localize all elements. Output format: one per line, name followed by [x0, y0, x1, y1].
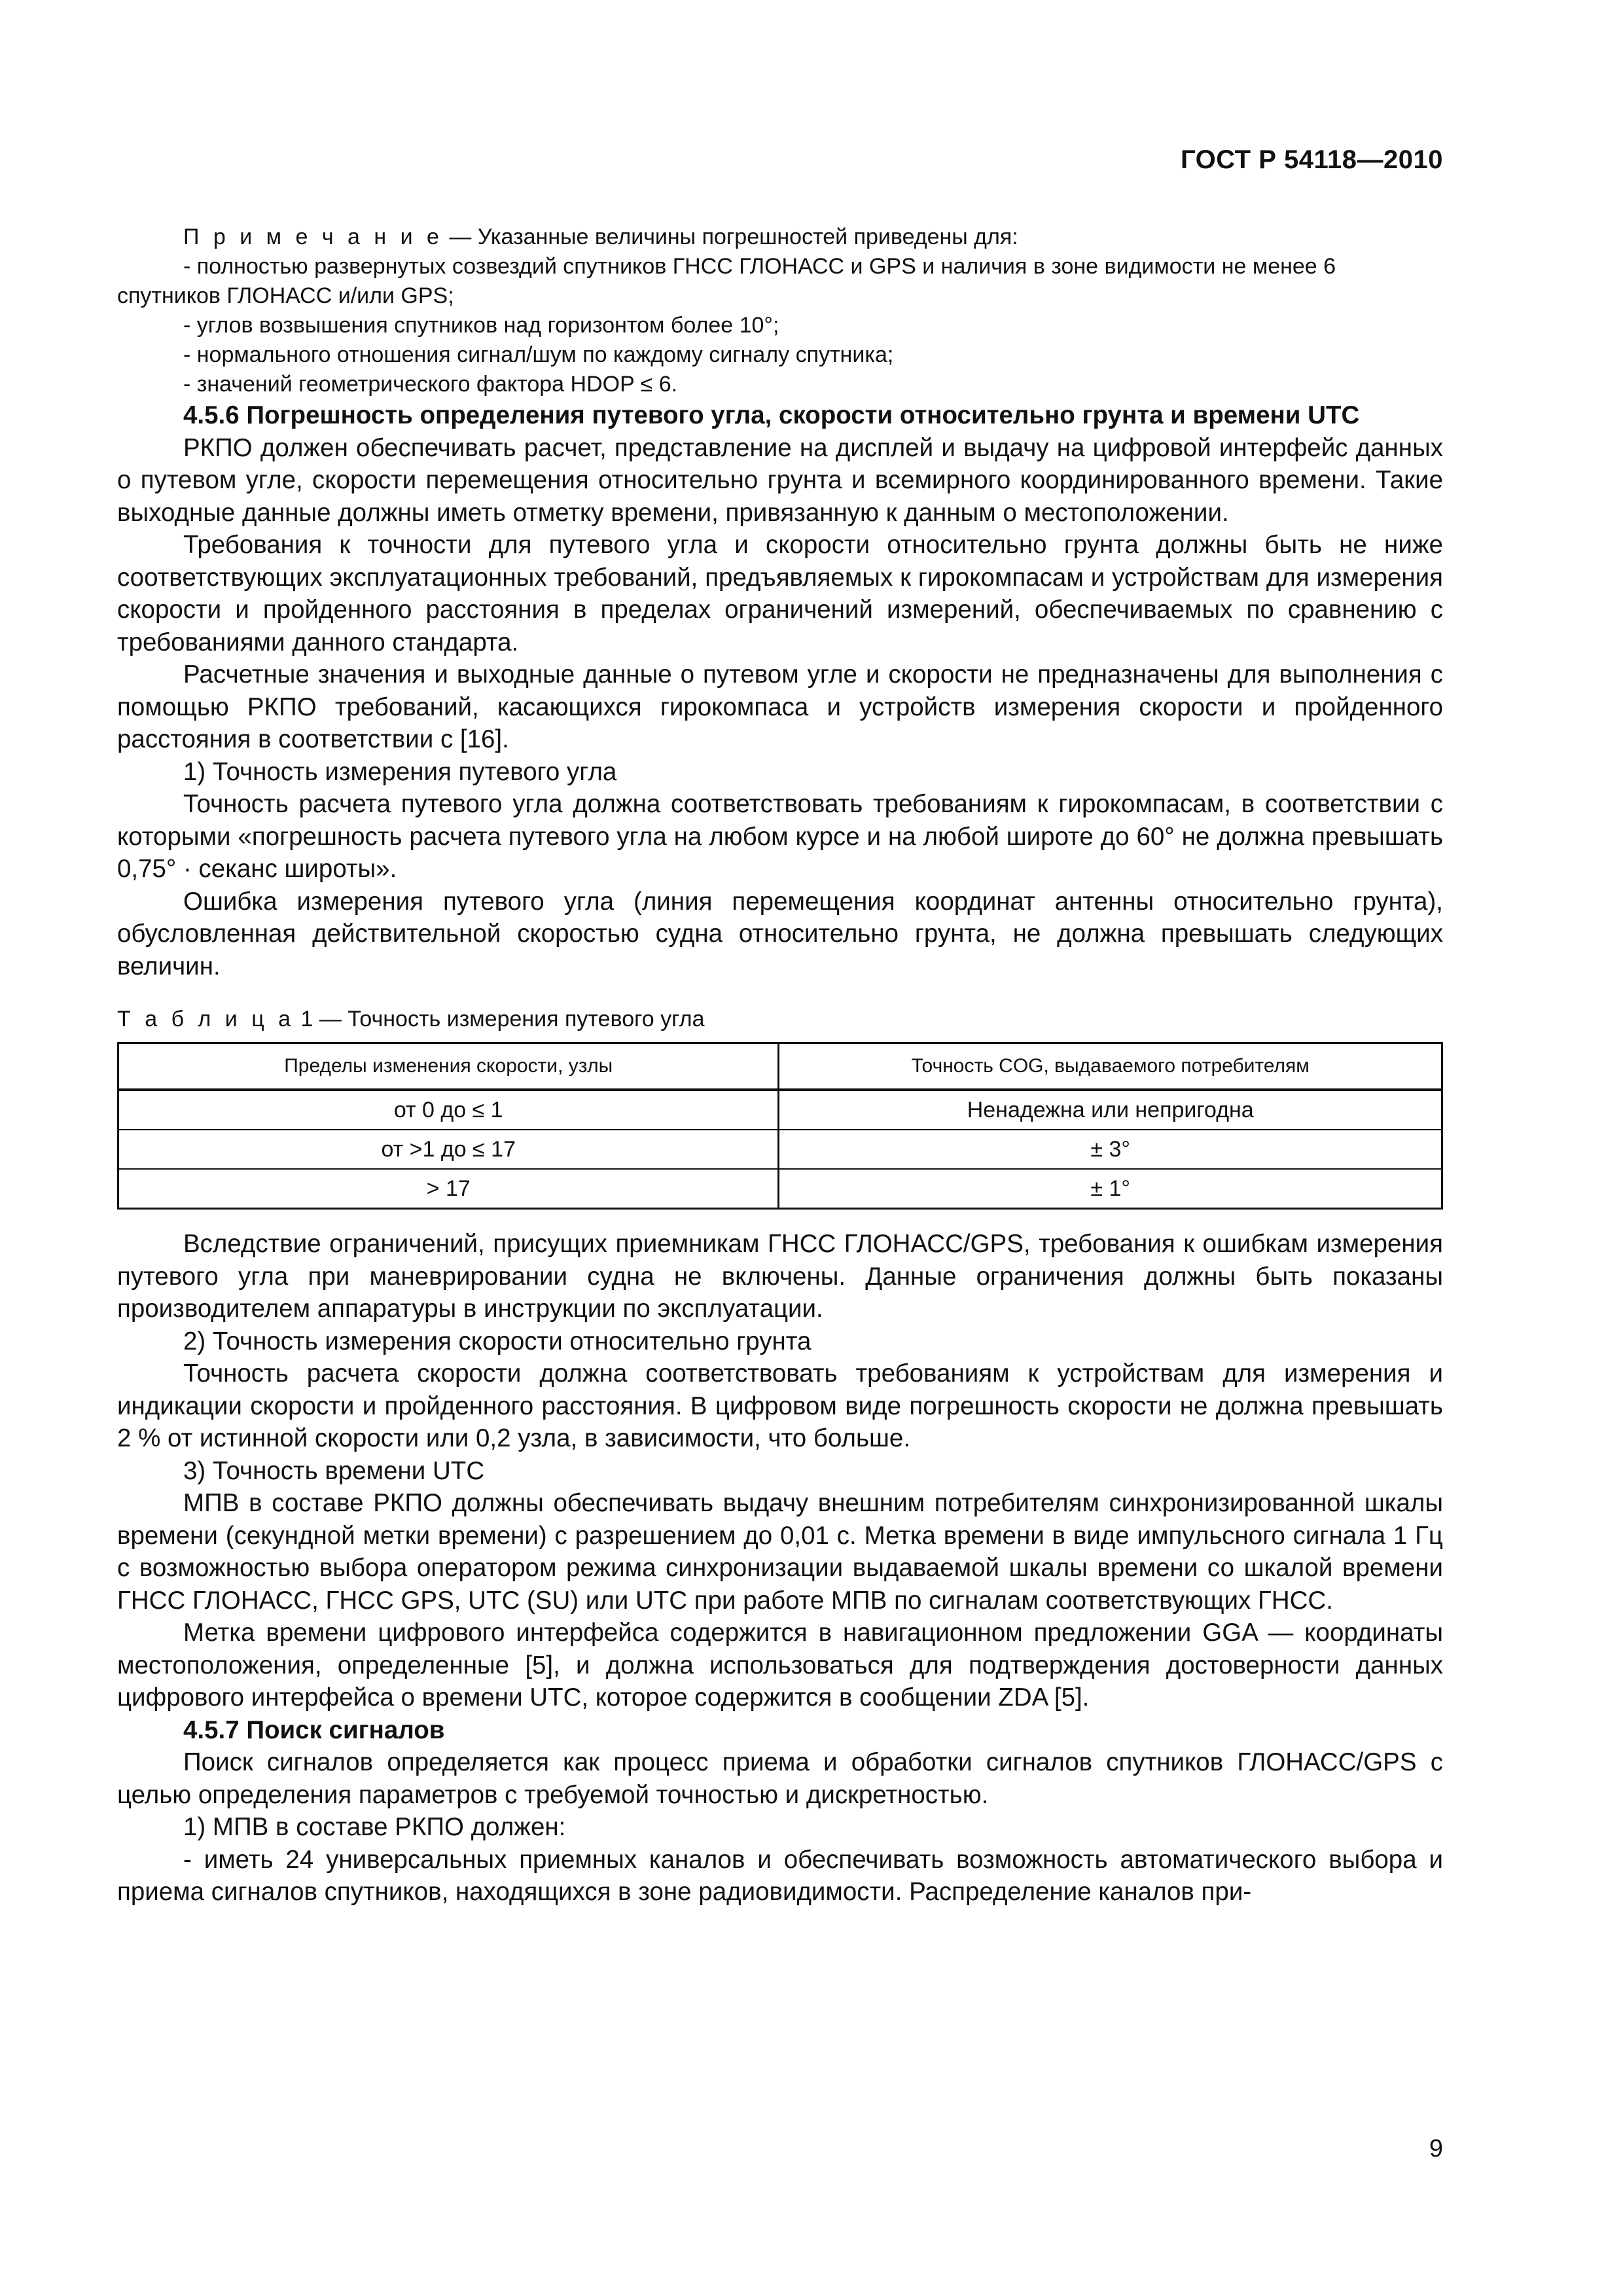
note-intro: [117, 223, 1443, 252]
standard-header: ГОСТ Р 54118—2010: [1181, 145, 1443, 174]
note-lead: П р и м е ч а н и е: [183, 224, 443, 249]
table-row: [118, 1090, 1442, 1130]
page-content: [117, 223, 1443, 1909]
paragraph: Расчетные значения и выходные данные о путевом угле и скорости не предназначены для выполнения с помощью РКПО требований, касающихся гирокомпаса и устройств измерения скорости и пройденного расстояния в соответствии с [16].: [117, 660, 1443, 753]
table-header-row: [118, 1043, 1442, 1090]
table-cell: ± 1°: [779, 1169, 1442, 1209]
paragraph: Точность расчета скорости должна соответствовать требованиям к устройствам для измерения и индикации скорости и пройденного расстояния. В цифровом виде погрешность скорости не должна превышать 2 % от истинной скорости или 0,2 узла, в зависимости, что больше.: [117, 1359, 1443, 1452]
paragraph: Ошибка измерения путевого угла (линия перемещения координат антенны относительно грунта), обусловленная действительной скоростью судна относительно грунта, не должна превышать следующих величин.: [117, 887, 1443, 980]
column-header: Пределы изменения скорости, узлы: [118, 1043, 779, 1090]
table-cell: ± 3°: [779, 1130, 1442, 1169]
paragraph: МПВ в составе РКПО должны обеспечивать выдачу внешним потребителям синхронизированной шкалы времени (секундной метки времени) с разрешением до 0,01 с. Метка времени в виде импульсного сигнала 1 Гц с возможностью выбора оператором режима синхронизации выдаваемой шкалы времени со шкалой времени ГНСС ГЛОНАСС, ГНСС GPS, UTC (SU) или UTC при работе МПВ по сигналам соответствующих ГНСС.: [117, 1489, 1443, 1615]
table-caption-lead: Т а б л и ц а: [117, 1007, 295, 1031]
after-table-block: [117, 1228, 1443, 1714]
table-row: [118, 1130, 1442, 1169]
note-item: - нормального отношения сигнал/шум по каждому сигналу спутника;: [183, 342, 894, 367]
subsection-title: 3) Точность времени UTC: [183, 1456, 485, 1485]
section-heading-4-5-6: 4.5.6 Погрешность определения путевого угла, скорости относительно грунта и времени UTC: [183, 401, 1360, 429]
note-block: [117, 223, 1443, 399]
paragraph: - иметь 24 универсальных приемных каналов и обеспечивать возможность автоматического выбора и приема сигналов спутников, находящихся в зоне радиовидимости. Распределение каналов при-: [117, 1845, 1443, 1906]
page-number: 9: [1429, 2135, 1443, 2162]
note-item: - углов возвышения спутников над горизонтом более 10°;: [183, 313, 779, 338]
paragraph: Поиск сигналов определяется как процесс приема и обработки сигналов спутников ГЛОНАСС/GPS с целью определения параметров с требуемой точностью и дискретностью.: [117, 1748, 1443, 1809]
paragraph: Требования к точности для путевого угла и скорости относительно грунта должны быть не ниже соответствующих эксплуатационных требований, предъявляемых к гирокомпасам и устройствам для измерения скорости и пройденного расстояния в пределах ограничений измерений, обеспечиваемых по сравнению с требованиями данного стандарта.: [117, 531, 1443, 656]
table-row: [118, 1169, 1442, 1209]
table-caption-text: 1 — Точность измерения путевого угла: [294, 1007, 705, 1031]
table-cell: от >1 до ≤ 17: [118, 1130, 779, 1169]
table-cell: Ненадежна или непригодна: [779, 1090, 1442, 1130]
paragraph: Вследствие ограничений, присущих приемникам ГНСС ГЛОНАСС/GPS, требования к ошибкам измерения путевого угла при маневрировании судна не включены. Данные ограничения должны быть показаны производителем аппаратуры в инструкции по эксплуатации.: [117, 1230, 1443, 1323]
table-cell: > 17: [118, 1169, 779, 1209]
subsection-title: 1) Точность измерения путевого угла: [183, 757, 617, 786]
paragraph: РКПО должен обеспечивать расчет, представление на дисплей и выдачу на цифровой интерфейс данных о путевом угле, скорости перемещения относительно грунта и всемирного координированного времени. Такие выходные данные должны иметь отметку времени, привязанную к данным о местоположении.: [117, 433, 1443, 527]
document-page: [117, 0, 1443, 2296]
note-item: - значений геометрического фактора HDOP ≤ 6.: [183, 372, 678, 397]
cog-accuracy-table: [117, 1042, 1443, 1210]
section-heading-4-5-7: 4.5.7 Поиск сигналов: [183, 1715, 445, 1744]
paragraph: Точность расчета путевого угла должна соответствовать требованиям к гирокомпасам, в соответствии с которыми «погрешность расчета путевого угла на любом курсе и на любой широте до 60° не должна превышать 0,75° · секанс широты».: [117, 790, 1443, 883]
table-cell: от 0 до ≤ 1: [118, 1090, 779, 1130]
column-header: Точность COG, выдаваемого потребителям: [779, 1043, 1442, 1090]
subsection-title: 1) МПВ в составе РКПО должен:: [183, 1813, 566, 1841]
subsection-title: 2) Точность измерения скорости относительно грунта: [183, 1327, 812, 1355]
note-intro-text: — Указанные величины погрешностей приведены для:: [442, 224, 1018, 249]
paragraph: Метка времени цифрового интерфейса содержится в навигационном предложении GGA — координаты местоположения, определенные [5], и должна использоваться для подтверждения достоверности данных цифрового интерфейса о времени UTC, которое содержится в сообщении ZDA [5].: [117, 1619, 1443, 1712]
note-item: - полностью развернутых созвездий спутников ГНСС ГЛОНАСС и GPS и наличия в зоне видимости не менее 6 спутников ГЛОНАСС и/или GPS;: [117, 254, 1336, 308]
table-caption: [117, 1005, 1443, 1034]
